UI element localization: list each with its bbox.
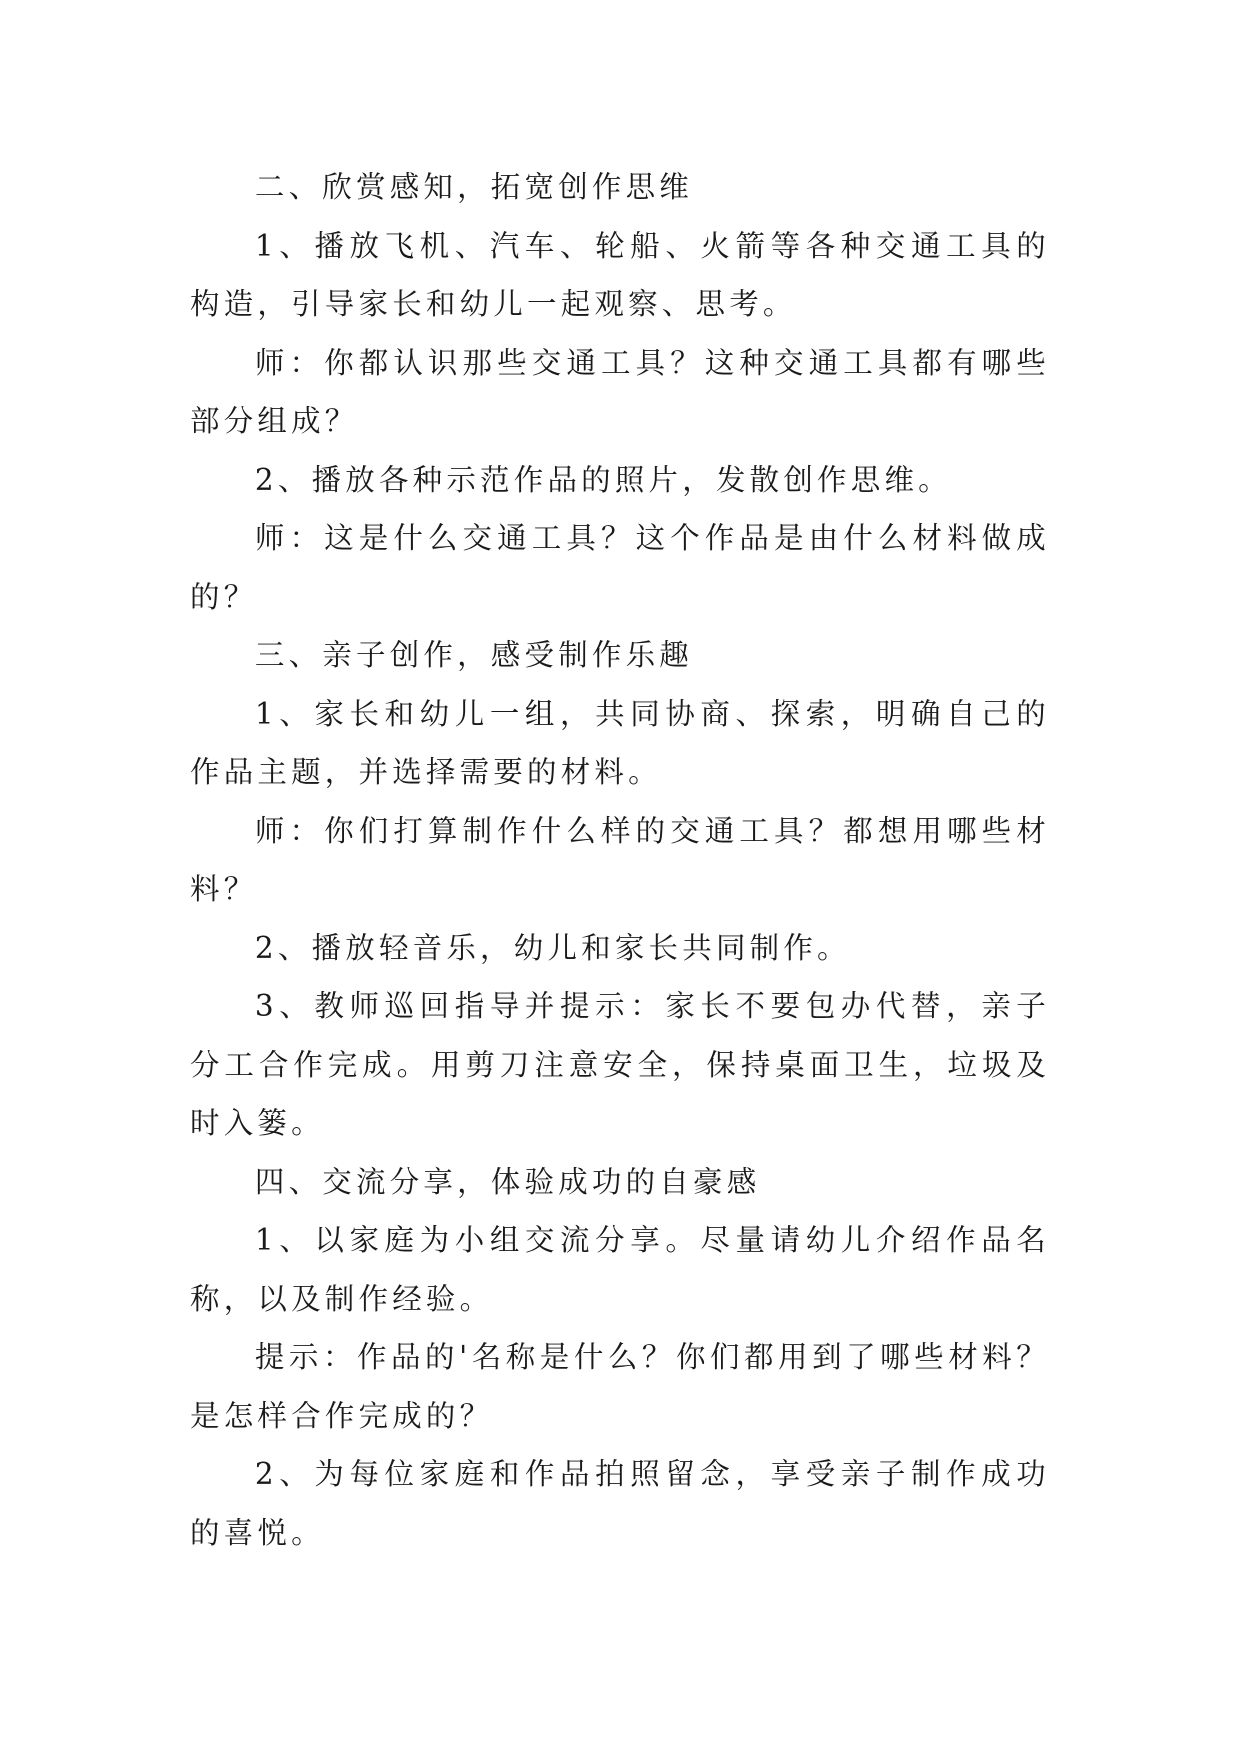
paragraph: 2、播放各种示范作品的照片，发散创作思维。 — [254, 462, 952, 497]
paragraph: 1、以家庭为小组交流分享。尽量请幼儿介绍作品名称，以及制作经验。 — [190, 1223, 1050, 1316]
paragraph: 师：你们打算制作什么样的交通工具？都想用哪些材料？ — [190, 813, 1050, 906]
paragraph: 提示：作品的'名称是什么？你们都用到了哪些材料？是怎样合作完成的？ — [190, 1340, 1050, 1433]
paragraph: 1、家长和幼儿一组，共同协商、探索，明确自己的作品主题，并选择需要的材料。 — [190, 696, 1050, 789]
paragraph: 2、为每位家庭和作品拍照留念，享受亲子制作成功的喜悦。 — [190, 1457, 1050, 1550]
section-heading-2: 二、欣赏感知，拓宽创作思维 — [254, 170, 693, 204]
paragraph: 1、播放飞机、汽车、轮船、火箭等各种交通工具的构造，引导家长和幼儿一起观察、思考。 — [190, 228, 1050, 321]
section-heading-3: 三、亲子创作，感受制作乐趣 — [254, 638, 693, 672]
section-heading-4: 四、交流分享，体验成功的自豪感 — [254, 1164, 761, 1199]
paragraph: 3、教师巡回指导并提示：家长不要包办代替，亲子分工合作完成。用剪刀注意安全，保持桌面卫生，垃圾及时入篓。 — [190, 989, 1050, 1140]
paragraph: 师：你都认识那些交通工具？这种交通工具都有哪些部分组成？ — [190, 345, 1050, 438]
paragraph: 2、播放轻音乐，幼儿和家长共同制作。 — [254, 930, 851, 965]
document-body — [190, 158, 1050, 1562]
paragraph: 师：这是什么交通工具？这个作品是由什么材料做成的？ — [190, 521, 1050, 614]
